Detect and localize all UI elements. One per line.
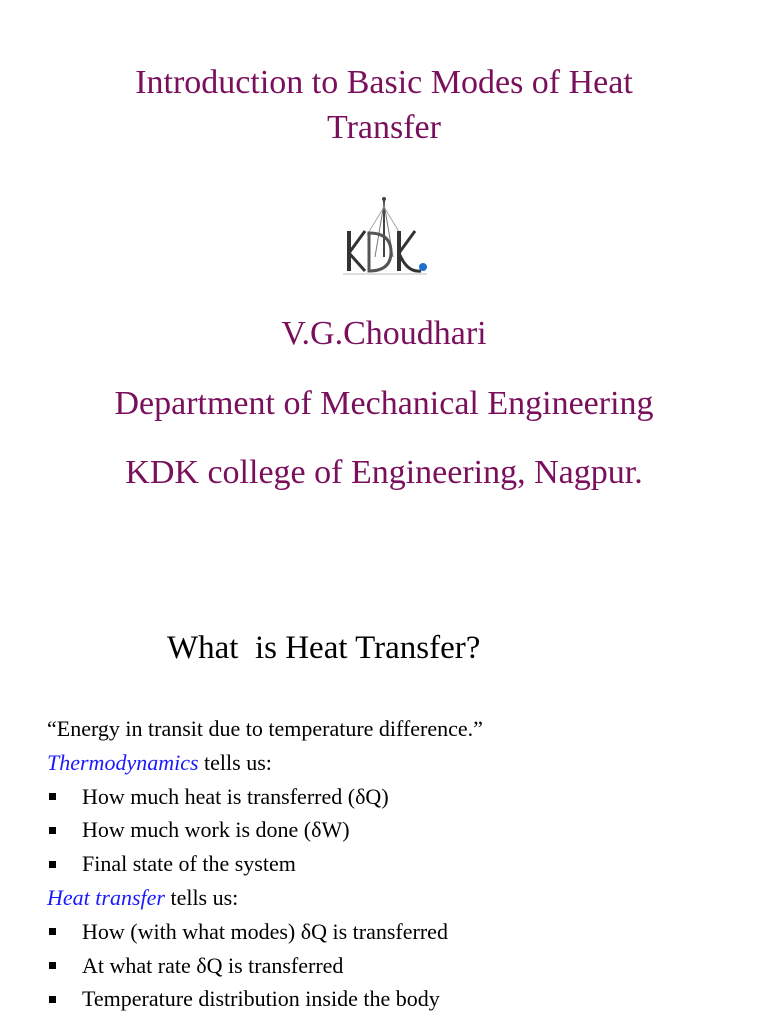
bullet-icon bbox=[49, 996, 56, 1003]
heat-transfer-content bbox=[47, 712, 747, 1016]
list-item bbox=[47, 780, 747, 814]
bullet-text: Final state of the system bbox=[82, 851, 296, 877]
bullet-text: Temperature distribution inside the body bbox=[82, 986, 440, 1012]
thermodynamics-term: Thermodynamics bbox=[47, 749, 199, 775]
thermodynamics-intro bbox=[47, 746, 747, 780]
bullet-icon bbox=[49, 861, 56, 868]
list-item bbox=[47, 847, 747, 881]
bullet-text: How much heat is transferred (δQ) bbox=[82, 783, 389, 809]
bullet-icon bbox=[49, 793, 56, 800]
title-line-1: Introduction to Basic Modes of Heat bbox=[135, 64, 633, 101]
department-name: Department of Mechanical Engineering bbox=[114, 385, 654, 422]
bullet-text: How much work is done (δW) bbox=[82, 817, 350, 843]
bullet-icon bbox=[49, 827, 56, 834]
title-line-2: Transfer bbox=[327, 109, 441, 146]
heat-transfer-rest: tells us: bbox=[164, 884, 239, 910]
bullet-icon bbox=[49, 962, 56, 969]
list-item bbox=[47, 949, 747, 983]
college-name: KDK college of Engineering, Nagpur. bbox=[125, 454, 643, 491]
definition-quote: “Energy in transit due to temperature difference.” bbox=[47, 716, 483, 741]
bullet-icon bbox=[49, 928, 56, 935]
bullet-text: How (with what modes) δQ is transferred bbox=[82, 918, 448, 944]
list-item bbox=[47, 915, 747, 949]
list-item bbox=[47, 982, 747, 1016]
heat-transfer-intro bbox=[47, 881, 747, 915]
slide-title bbox=[60, 60, 708, 150]
bullet-text: At what rate δQ is transferred bbox=[82, 952, 344, 978]
thermodynamics-rest: tells us: bbox=[198, 749, 272, 775]
section-heading: What is Heat Transfer? bbox=[167, 630, 481, 666]
author-name: V.G.Choudhari bbox=[281, 315, 487, 352]
kdk-college-logo bbox=[335, 195, 433, 280]
heat-transfer-term: Heat transfer bbox=[47, 884, 165, 910]
list-item bbox=[47, 813, 747, 847]
